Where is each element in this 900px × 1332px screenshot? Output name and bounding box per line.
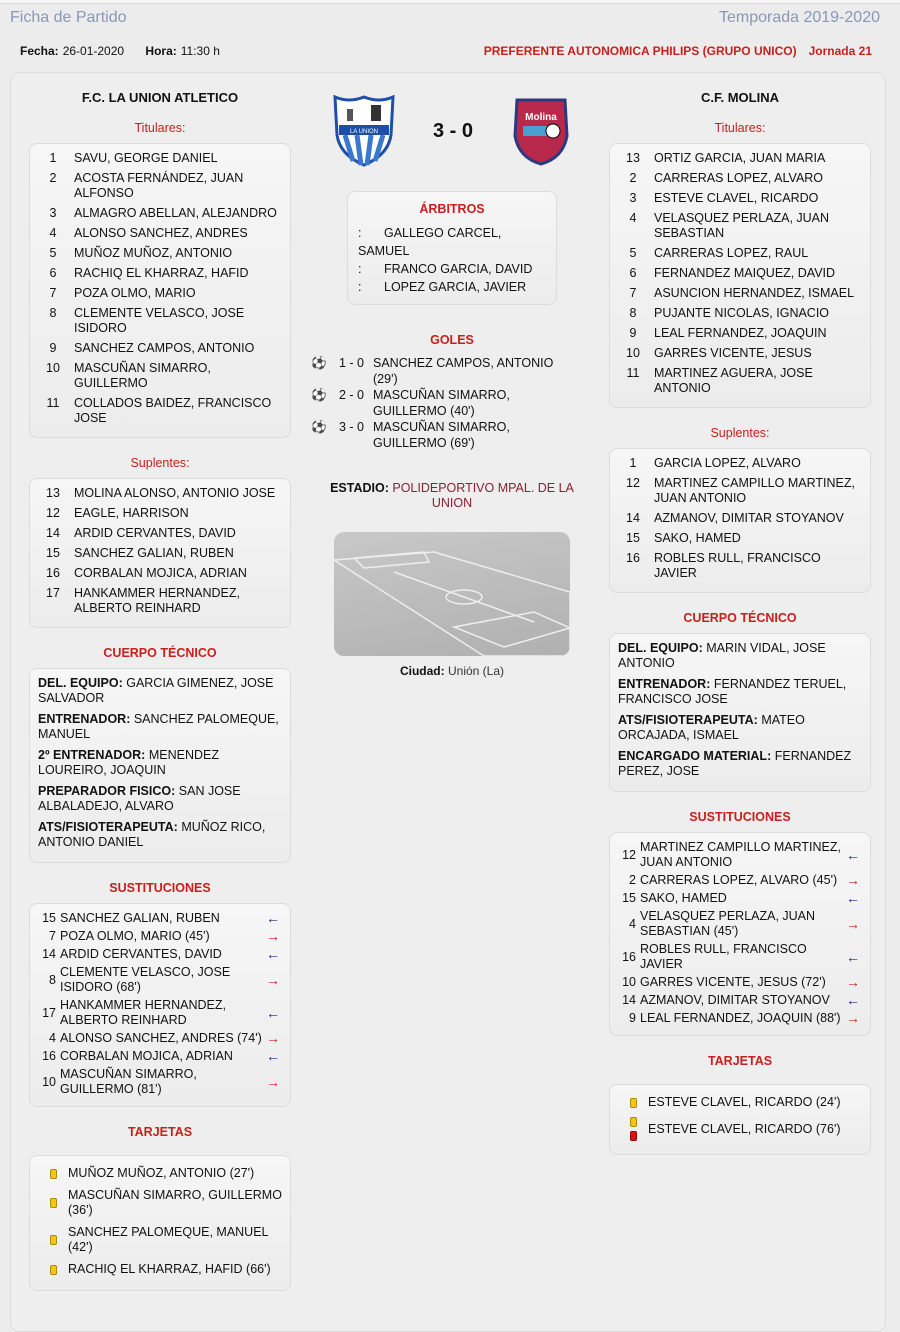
player-row[interactable]	[618, 211, 862, 241]
player-name: SAKO, HAMED	[640, 891, 727, 905]
player-number: 9	[629, 1011, 636, 1025]
staff-row	[38, 712, 282, 742]
final-score: 3 - 0	[432, 119, 474, 142]
staff-role: DEL. EQUIPO:	[618, 641, 703, 655]
substitution-row	[618, 1011, 862, 1026]
player-number: 12	[622, 847, 636, 862]
jornada: Jornada 21	[808, 44, 872, 58]
arrow-left-icon: ←	[266, 946, 280, 962]
player-number: 14	[46, 526, 60, 540]
player-number: 7	[49, 286, 57, 300]
player-name: ALONSO SANCHEZ, ANDRES (74')	[60, 1031, 262, 1045]
player-row[interactable]	[38, 306, 282, 336]
substitution-row	[38, 929, 282, 944]
suplentes-heading: Suplentes:	[710, 426, 770, 440]
referee-name: LOPEZ GARCIA, JAVIER	[384, 280, 527, 294]
home-starters-box	[29, 143, 291, 438]
home-substitutions-box	[29, 903, 291, 1107]
referee-separator: :	[358, 280, 362, 294]
player-name: RACHIQ EL KHARRAZ, HAFID (66')	[68, 1262, 271, 1276]
staff-name: MATEO ORCAJADA, ISMAEL	[618, 713, 805, 742]
substitution-row	[38, 965, 282, 995]
player-row[interactable]	[618, 551, 862, 581]
player-number: 4	[629, 916, 636, 931]
substitution-row	[618, 975, 862, 990]
referee-separator: :	[358, 226, 362, 240]
player-number: 1	[49, 151, 57, 165]
season-label: Temporada 2019-2020	[718, 9, 880, 26]
player-name: MASCUÑAN SIMARRO, GUILLERMO	[74, 361, 211, 390]
player-row[interactable]	[618, 246, 862, 261]
player-name: MARTINEZ CAMPILLO MARTINEZ, JUAN ANTONIO	[654, 476, 855, 505]
player-number: 11	[46, 396, 60, 410]
match-panel	[10, 72, 886, 1332]
player-number: 12	[626, 476, 640, 490]
player-name: ALMAGRO ABELLAN, ALEJANDRO	[74, 206, 277, 220]
substitution-row	[38, 1067, 282, 1097]
player-row[interactable]	[38, 286, 282, 301]
staff-row	[618, 749, 862, 779]
arrow-left-icon: ←	[846, 846, 860, 863]
player-name: SANCHEZ CAMPOS, ANTONIO	[74, 341, 255, 355]
staff-role: ENTRENADOR:	[38, 712, 131, 726]
home-column	[29, 73, 291, 1309]
fecha-value: 26-01-2020	[62, 44, 125, 58]
arrow-left-icon: ←	[266, 1004, 280, 1021]
player-name: MUÑOZ MUÑOZ, ANTONIO	[74, 246, 233, 260]
away-team-name[interactable]: C.F. MOLINA	[701, 90, 779, 105]
player-number: 4	[49, 1031, 56, 1045]
player-name: VELASQUEZ PERLAZA, JUAN SEBASTIAN (45')	[640, 909, 816, 938]
player-row[interactable]	[618, 266, 862, 281]
goal-scorer: MASCUÑAN SIMARRO, GUILLERMO (40')	[373, 388, 510, 418]
player-name: FERNANDEZ MAIQUEZ, DAVID	[654, 266, 836, 280]
player-number: 6	[629, 266, 637, 280]
goal-score: 1 - 0	[339, 356, 365, 370]
cards	[38, 1235, 68, 1245]
staff-row	[38, 748, 282, 778]
yellow-card-icon	[630, 1117, 637, 1127]
player-number: 3	[49, 206, 57, 220]
player-name: COLLADOS BAIDEZ, FRANCISCO JOSE	[74, 396, 272, 425]
goal-scorer: MASCUÑAN SIMARRO, GUILLERMO (69')	[373, 420, 510, 450]
goals-heading: GOLES	[430, 333, 474, 347]
player-number: 16	[626, 551, 640, 565]
arrow-right-icon: →	[266, 971, 280, 988]
sustituciones-heading: SUSTITUCIONES	[109, 881, 211, 895]
player-row[interactable]	[38, 206, 282, 221]
player-row[interactable]	[38, 361, 282, 391]
card-row	[618, 1095, 862, 1110]
cards	[38, 1169, 68, 1179]
stadium-pitch-image	[334, 532, 570, 656]
soccer-ball-icon: ⚽	[311, 356, 327, 370]
player-name: ROBLES RULL, FRANCISCO JAVIER	[654, 551, 821, 580]
player-name: CLEMENTE VELASCO, JOSE ISIDORO (68')	[60, 965, 231, 994]
home-subs-box	[29, 478, 291, 628]
tarjetas-heading: TARJETAS	[127, 1125, 193, 1139]
player-row[interactable]	[618, 511, 862, 526]
arrow-right-icon: →	[846, 915, 860, 932]
player-number: 16	[622, 949, 636, 964]
player-number: 13	[46, 486, 60, 500]
player-row[interactable]	[618, 306, 862, 321]
player-row[interactable]	[618, 286, 862, 301]
yellow-card-icon	[50, 1198, 57, 1208]
arrow-right-icon: →	[846, 1010, 860, 1026]
player-name: GARRES VICENTE, JESUS	[654, 346, 812, 360]
player-number: 2	[49, 171, 57, 185]
titulares-heading: Titulares:	[714, 121, 766, 135]
player-number: 14	[626, 511, 640, 525]
player-name: RACHIQ EL KHARRAZ, HAFID	[74, 266, 249, 280]
staff-name: FERNANDEZ TERUEL, FRANCISCO JOSE	[618, 677, 847, 706]
player-number: 17	[46, 586, 60, 600]
player-name: LEAL FERNANDEZ, JOAQUIN (88')	[640, 1011, 841, 1025]
staff-name: SANCHEZ PALOMEQUE, MANUEL	[38, 712, 279, 741]
player-number: 15	[46, 546, 60, 560]
arrow-left-icon: ←	[846, 948, 860, 965]
substitution-row	[38, 911, 282, 926]
player-name: AZMANOV, DIMITAR STOYANOV	[654, 511, 844, 525]
player-name: ARDID CERVANTES, DAVID	[74, 526, 236, 540]
staff-role: ENCARGADO MATERIAL:	[618, 749, 772, 763]
home-staff-box	[29, 668, 291, 863]
staff-role: ATS/FISIOTERAPEUTA:	[38, 820, 178, 834]
player-number: 15	[622, 891, 636, 905]
player-row[interactable]	[38, 341, 282, 356]
player-number: 11	[626, 366, 640, 380]
staff-role: PREPARADOR FISICO:	[38, 784, 176, 798]
player-name: ESTEVE CLAVEL, RICARDO	[654, 191, 819, 205]
away-staff-box	[609, 633, 871, 792]
player-name: LEAL FERNANDEZ, JOAQUIN	[654, 326, 827, 340]
player-name: ESTEVE CLAVEL, RICARDO (76')	[648, 1121, 841, 1136]
player-name: SAKO, HAMED	[654, 531, 741, 545]
player-name: AZMANOV, DIMITAR STOYANOV	[640, 993, 830, 1007]
staff-role: ENTRENADOR:	[618, 677, 711, 691]
hora-label: Hora:	[145, 44, 177, 58]
goal-row	[311, 387, 593, 419]
player-name: GARRES VICENTE, JESUS (72')	[640, 975, 826, 989]
top-bar	[0, 0, 900, 4]
away-column	[609, 73, 871, 1173]
referee-separator: :	[358, 262, 362, 276]
player-row[interactable]	[38, 226, 282, 241]
player-number: 9	[49, 341, 57, 355]
player-number: 4	[49, 226, 57, 240]
substitution-row	[38, 998, 282, 1028]
player-number: 13	[626, 151, 640, 165]
staff-row	[38, 784, 282, 814]
player-number: 17	[42, 1005, 56, 1020]
away-team-logo	[511, 96, 571, 166]
player-name: ACOSTA FERNÁNDEZ, JUAN ALFONSO	[74, 171, 244, 200]
arrow-right-icon: →	[266, 1030, 280, 1046]
player-name: SANCHEZ PALOMEQUE, MANUEL (42')	[68, 1225, 269, 1254]
player-row[interactable]	[38, 586, 282, 616]
player-number: 5	[49, 246, 57, 260]
substitution-row	[38, 1031, 282, 1046]
substitution-row	[618, 840, 862, 870]
player-row[interactable]	[618, 171, 862, 186]
referee-row	[358, 224, 546, 260]
player-number: 9	[629, 326, 637, 340]
staff-row	[618, 641, 862, 671]
player-name: SANCHEZ GALIAN, RUBEN	[60, 911, 220, 925]
player-name: HANKAMMER HERNANDEZ, ALBERTO REINHARD	[74, 586, 240, 615]
player-row[interactable]	[38, 246, 282, 261]
player-name: MARTINEZ CAMPILLO MARTINEZ, JUAN ANTONIO	[640, 840, 841, 869]
staff-role: 2º ENTRENADOR:	[38, 748, 146, 762]
yellow-card-icon	[50, 1169, 57, 1179]
arrow-left-icon: ←	[266, 910, 280, 926]
card-row	[38, 1188, 282, 1218]
cards	[38, 1198, 68, 1208]
stadium-label: ESTADIO:	[330, 481, 389, 495]
center-column	[311, 73, 593, 678]
player-row[interactable]	[618, 456, 862, 471]
player-name: POZA OLMO, MARIO (45')	[60, 929, 210, 943]
player-name: ROBLES RULL, FRANCISCO JAVIER	[640, 942, 807, 971]
player-number: 8	[49, 972, 56, 987]
player-name: CLEMENTE VELASCO, JOSE ISIDORO	[74, 306, 245, 335]
staff-name: SAN JOSE ALBALADEJO, ALVARO	[38, 784, 241, 813]
staff-row	[38, 676, 282, 706]
player-number: 2	[629, 171, 637, 185]
yellow-card-icon	[630, 1098, 637, 1108]
referee-name: GALLEGO CARCEL, SAMUEL	[358, 226, 502, 258]
player-number: 14	[42, 947, 56, 961]
scoreboard	[311, 95, 593, 167]
arrow-right-icon: →	[846, 872, 860, 888]
player-number: 15	[42, 911, 56, 925]
substitution-row	[618, 993, 862, 1008]
away-starters-box	[609, 143, 871, 408]
substitution-row	[618, 909, 862, 939]
player-number: 15	[626, 531, 640, 545]
staff-row	[618, 713, 862, 743]
card-row	[618, 1117, 862, 1141]
city-name: Unión (La)	[447, 664, 505, 678]
player-name: CORBALAN MOJICA, ADRIAN	[60, 1049, 233, 1063]
player-row[interactable]	[618, 476, 862, 506]
player-number: 10	[622, 975, 636, 989]
player-name: GARCIA LOPEZ, ALVARO	[654, 456, 801, 470]
player-number: 16	[46, 566, 60, 580]
player-row[interactable]	[38, 171, 282, 201]
player-name: ALONSO SANCHEZ, ANDRES	[74, 226, 248, 240]
player-number: 7	[629, 286, 637, 300]
player-name: ESTEVE CLAVEL, RICARDO (24')	[648, 1095, 841, 1109]
player-name: CORBALAN MOJICA, ADRIAN	[74, 566, 247, 580]
player-number: 3	[629, 191, 637, 205]
staff-name: MARIN VIDAL, JOSE ANTONIO	[618, 641, 826, 670]
svg-text:LA UNION: LA UNION	[349, 129, 378, 135]
player-name: CARRERAS LOPEZ, ALVARO (45')	[640, 873, 838, 887]
substitution-row	[38, 1049, 282, 1064]
yellow-card-icon	[50, 1235, 57, 1245]
player-name: ARDID CERVANTES, DAVID	[60, 947, 222, 961]
player-name: CARRERAS LOPEZ, ALVARO	[654, 171, 824, 185]
player-row[interactable]	[38, 486, 282, 501]
player-number: 16	[42, 1049, 56, 1063]
cuerpo-heading: CUERPO TÉCNICO	[103, 646, 217, 660]
cards	[618, 1117, 648, 1141]
stadium-name: POLIDEPORTIVO MPAL. DE LA UNION	[392, 481, 574, 510]
referee-row	[358, 260, 546, 278]
substitution-row	[618, 873, 862, 888]
city-label: Ciudad:	[399, 664, 445, 678]
player-name: PUJANTE NICOLAS, IGNACIO	[654, 306, 830, 320]
player-name: MASCUÑAN SIMARRO, GUILLERMO (81')	[60, 1067, 197, 1096]
staff-name: MENENDEZ LOUREIRO, JOAQUIN	[38, 748, 219, 777]
away-cards-box	[609, 1084, 871, 1155]
player-row[interactable]	[38, 396, 282, 426]
player-name: MARTINEZ AGUERA, JOSE ANTONIO	[654, 366, 813, 395]
player-name: ASUNCION HERNANDEZ, ISMAEL	[654, 286, 855, 300]
cuerpo-heading: CUERPO TÉCNICO	[683, 611, 797, 625]
arrow-left-icon: ←	[846, 890, 860, 906]
player-name: MUÑOZ MUÑOZ, ANTONIO (27')	[68, 1166, 255, 1180]
player-number: 7	[49, 929, 56, 943]
goals-list	[311, 355, 593, 451]
red-card-icon	[630, 1131, 637, 1141]
goal-row	[311, 419, 593, 451]
player-name: VELASQUEZ PERLAZA, JUAN SEBASTIAN	[654, 211, 830, 240]
soccer-ball-icon: ⚽	[311, 420, 327, 434]
player-row[interactable]	[618, 191, 862, 206]
cards	[38, 1265, 68, 1275]
substitution-row	[618, 942, 862, 972]
city-info	[311, 664, 593, 678]
home-cards-box	[29, 1155, 291, 1291]
player-number: 4	[629, 211, 637, 225]
player-number: 10	[626, 346, 640, 360]
staff-row	[618, 677, 862, 707]
page-title: Ficha de Partido	[10, 9, 127, 26]
player-number: 10	[46, 361, 60, 375]
staff-name: GARCIA GIMENEZ, JOSE SALVADOR	[38, 676, 274, 705]
player-name: MASCUÑAN SIMARRO, GUILLERMO (36')	[68, 1188, 282, 1217]
soccer-ball-icon: ⚽	[311, 388, 327, 402]
staff-role: DEL. EQUIPO:	[38, 676, 123, 690]
player-name: POZA OLMO, MARIO	[74, 286, 196, 300]
player-row[interactable]	[618, 531, 862, 546]
card-row	[38, 1225, 282, 1255]
competition-name: PREFERENTE AUTONOMICA PHILIPS (GRUPO UNICO)	[483, 44, 797, 58]
staff-name: MUÑOZ RICO, ANTONIO DANIEL	[38, 820, 266, 849]
player-row[interactable]	[618, 326, 862, 341]
player-name: CARRERAS LOPEZ, RAUL	[654, 246, 809, 260]
svg-text:Molina: Molina	[525, 112, 557, 123]
home-team-logo	[333, 95, 395, 167]
goal-score: 3 - 0	[339, 420, 365, 434]
player-name: MOLINA ALONSO, ANTONIO JOSE	[74, 486, 276, 500]
competition	[484, 44, 872, 58]
titulares-heading: Titulares:	[134, 121, 186, 135]
goal-scorer: SANCHEZ CAMPOS, ANTONIO (29')	[373, 356, 554, 386]
player-number: 12	[46, 506, 60, 520]
home-team-name[interactable]: F.C. LA UNION ATLETICO	[81, 90, 239, 105]
staff-name: FERNANDEZ PEREZ, JOSE	[618, 749, 852, 778]
player-number: 8	[49, 306, 57, 320]
player-number: 1	[629, 456, 637, 470]
suplentes-heading: Suplentes:	[130, 456, 190, 470]
player-name: ORTIZ GARCIA, JUAN MARIA	[654, 151, 826, 165]
substitution-row	[618, 891, 862, 906]
player-row[interactable]	[38, 546, 282, 561]
player-row[interactable]	[38, 151, 282, 166]
player-name: HANKAMMER HERNANDEZ, ALBERTO REINHARD	[60, 998, 226, 1027]
referee-row	[358, 278, 546, 296]
player-number: 5	[629, 246, 637, 260]
goal-score: 2 - 0	[339, 388, 365, 402]
player-row[interactable]	[38, 526, 282, 541]
card-row	[38, 1166, 282, 1181]
player-name: SANCHEZ GALIAN, RUBEN	[74, 546, 234, 560]
tarjetas-heading: TARJETAS	[707, 1054, 773, 1068]
away-subs-box	[609, 448, 871, 593]
player-number: 10	[42, 1074, 56, 1089]
cards	[618, 1098, 648, 1108]
arrow-right-icon: →	[846, 974, 860, 990]
player-number: 14	[622, 993, 636, 1007]
hora-value: 11:30 h	[180, 44, 220, 58]
player-number: 8	[629, 306, 637, 320]
player-number: 2	[629, 873, 636, 887]
match-meta	[20, 44, 238, 58]
goal-row	[311, 355, 593, 387]
player-row[interactable]	[618, 151, 862, 166]
referee-name: FRANCO GARCIA, DAVID	[384, 262, 533, 276]
away-substitutions-box	[609, 832, 871, 1036]
player-row[interactable]	[38, 506, 282, 521]
card-row	[38, 1262, 282, 1277]
arrow-right-icon: →	[266, 1073, 280, 1090]
substitution-row	[38, 947, 282, 962]
player-row[interactable]	[618, 366, 862, 396]
arrow-left-icon: ←	[266, 1048, 280, 1064]
yellow-card-icon	[50, 1265, 57, 1275]
player-name: SAVU, GEORGE DANIEL	[74, 151, 218, 165]
arrow-right-icon: →	[266, 928, 280, 944]
player-row[interactable]	[618, 346, 862, 361]
player-name: EAGLE, HARRISON	[74, 506, 189, 520]
sustituciones-heading: SUSTITUCIONES	[689, 810, 791, 824]
player-row[interactable]	[38, 266, 282, 281]
arrow-left-icon: ←	[846, 992, 860, 1008]
player-row[interactable]	[38, 566, 282, 581]
staff-row	[38, 820, 282, 850]
player-number: 6	[49, 266, 57, 280]
referees-heading: ÁRBITROS	[419, 202, 485, 216]
referees-box	[347, 191, 557, 305]
staff-role: ATS/FISIOTERAPEUTA:	[618, 713, 758, 727]
fecha-label: Fecha:	[20, 44, 59, 58]
stadium-info	[311, 481, 593, 511]
